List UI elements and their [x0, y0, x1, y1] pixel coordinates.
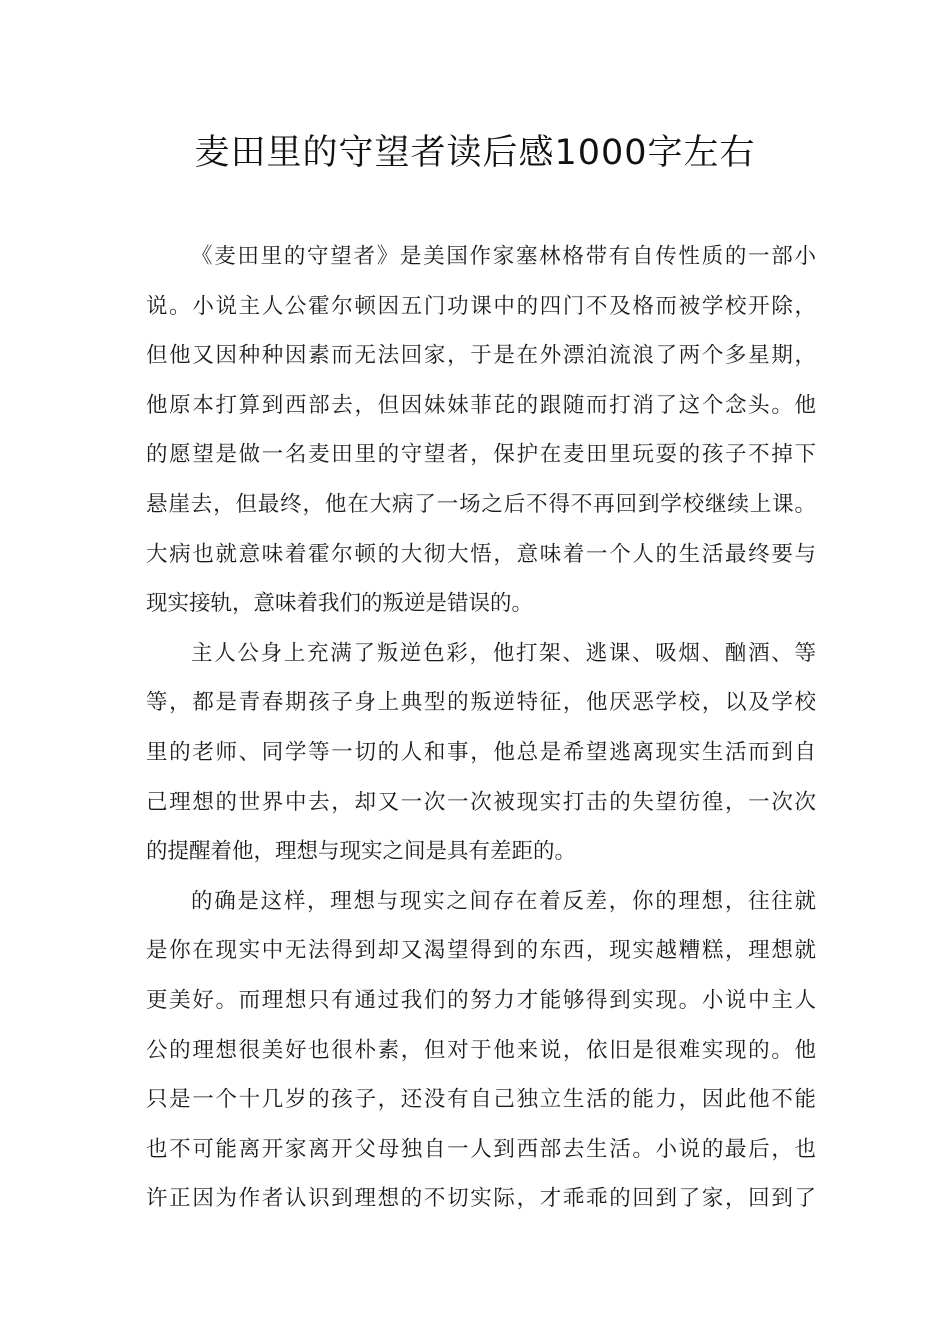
paragraph-1-line-7: 大病也就意味着霍尔顿的大彻大悟，意味着一个人的生活最终要与	[146, 541, 816, 567]
paragraph-3-line-5: 只是一个十几岁的孩子，还没有自己独立生活的能力，因此他不能	[146, 1087, 816, 1113]
paragraph-3-line-4: 公的理想很美好也很朴素，但对于他来说，依旧是很难实现的。他	[146, 1037, 816, 1063]
paragraph-1-line-8: 现实接轨，意味着我们的叛逆是错误的。	[146, 591, 534, 617]
paragraph-2-line-1: 主人公身上充满了叛逆色彩，他打架、逃课、吸烟、酗酒、等	[191, 640, 816, 666]
paragraph-1-line-5: 的愿望是做一名麦田里的守望者，保护在麦田里玩耍的孩子不掉下	[146, 442, 816, 468]
paragraph-1-line-1: 《麦田里的守望者》是美国作家塞林格带有自传性质的一部小	[191, 244, 816, 269]
paragraph-2-line-4: 己理想的世界中去，却又一次一次被现实打击的失望彷徨，一次次	[146, 789, 816, 815]
paragraph-3-line-7: 许正因为作者认识到理想的不切实际，才乖乖的回到了家，回到了	[146, 1186, 816, 1212]
paragraph-1-line-6: 悬崖去，但最终，他在大病了一场之后不得不再回到学校继续上课。	[146, 491, 816, 517]
paragraph-3-line-2: 是你在现实中无法得到却又渴望得到的东西，现实越糟糕，理想就	[146, 938, 816, 964]
paragraph-1-line-4: 他原本打算到西部去，但因妹妹菲芘的跟随而打消了这个念头。他	[146, 392, 816, 418]
document-body	[146, 232, 816, 1224]
paragraph-1-line-2: 说。小说主人公霍尔顿因五门功课中的四门不及格而被学校开除，	[146, 293, 816, 319]
paragraph-2-line-5: 的提醒着他，理想与现实之间是具有差距的。	[146, 839, 577, 865]
paragraph-3-line-1: 的确是这样，理想与现实之间存在着反差，你的理想，往往就	[191, 888, 816, 914]
paragraph-1-line-3: 但他又因种种因素而无法回家，于是在外漂泊流浪了两个多星期，	[146, 343, 816, 369]
paragraph-3-line-3: 更美好。而理想只有通过我们的努力才能够得到实现。小说中主人	[146, 987, 816, 1013]
paragraph-2-line-3: 里的老师、同学等一切的人和事，他总是希望逃离现实生活而到自	[146, 739, 816, 765]
paragraph-3-line-6: 也不可能离开家离开父母独自一人到西部去生活。小说的最后，也	[146, 1136, 816, 1162]
document-title: 麦田里的守望者读后感1000字左右	[194, 133, 756, 173]
paragraph-2-line-2: 等，都是青春期孩子身上典型的叛逆特征，他厌恶学校，以及学校	[146, 690, 816, 716]
